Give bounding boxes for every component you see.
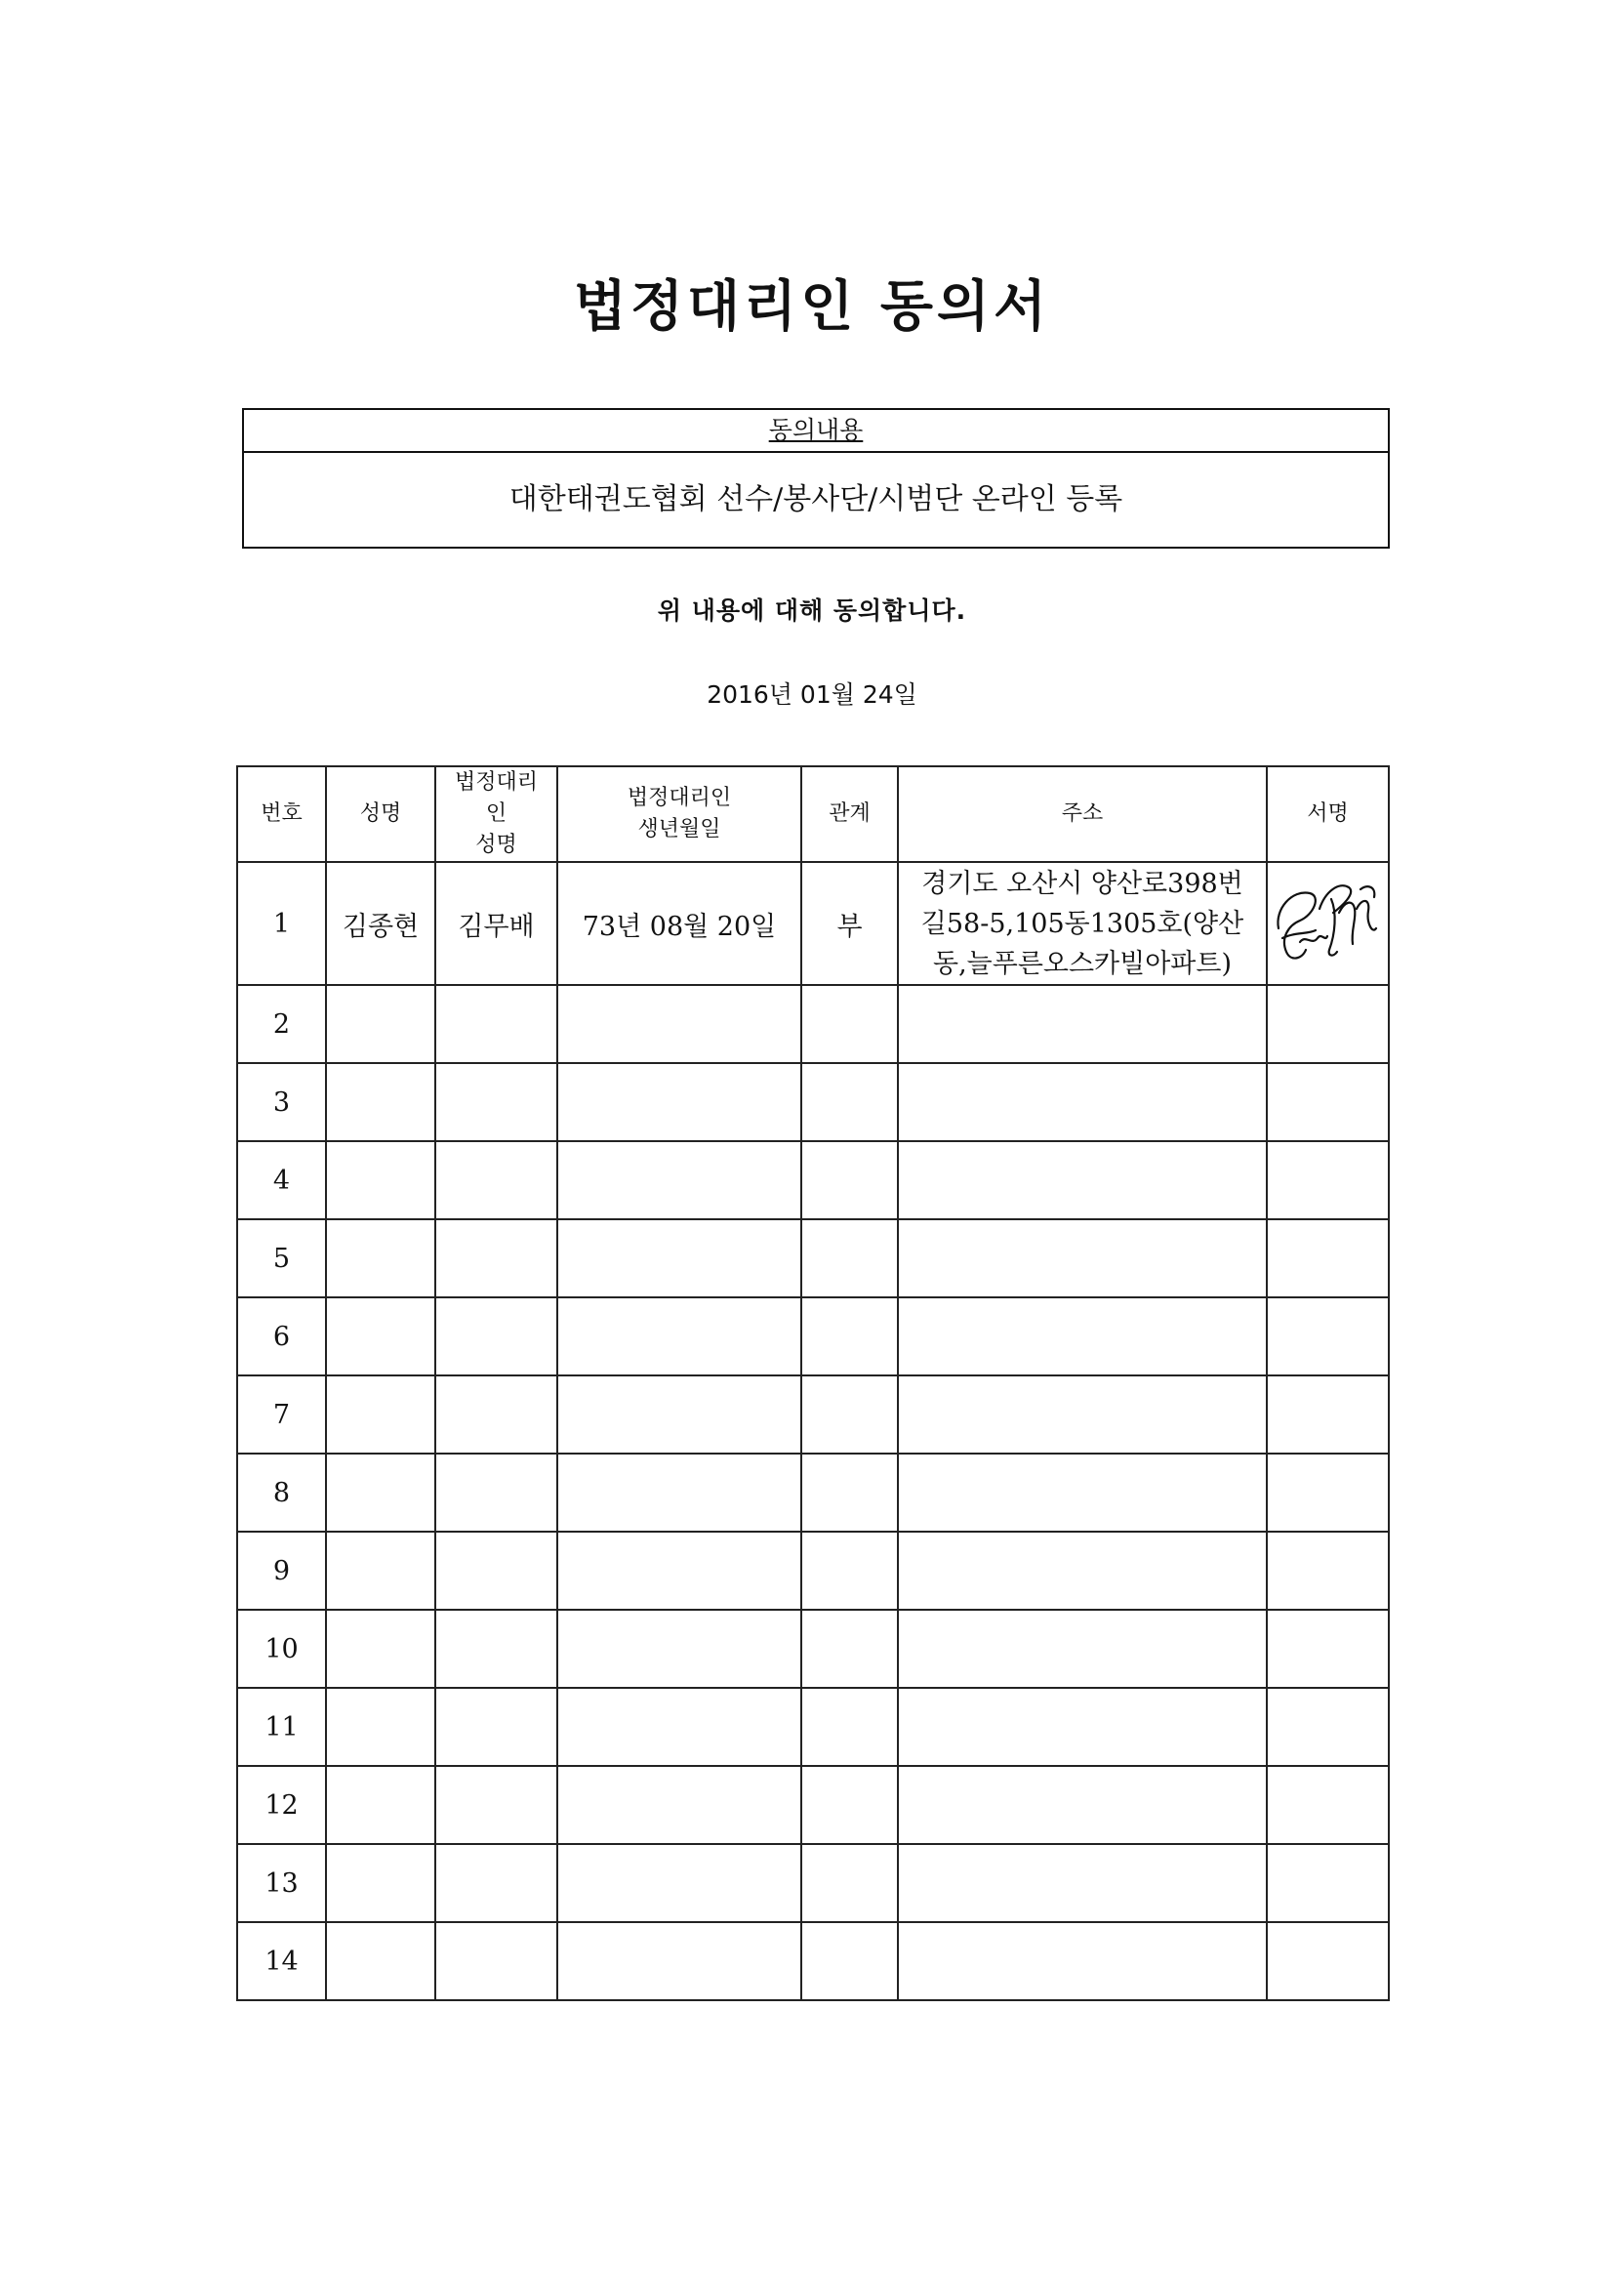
table-row — [237, 1532, 1389, 1610]
header-guardian-name — [435, 766, 557, 862]
cell-guardian-name — [435, 1532, 557, 1610]
table-header-row — [237, 766, 1389, 862]
cell-number: 11 — [237, 1688, 326, 1766]
cell-number: 6 — [237, 1297, 326, 1375]
header-signature: 서명 — [1267, 766, 1389, 862]
cell-relation — [801, 985, 898, 1063]
table-row — [237, 862, 1389, 985]
table-row — [237, 1766, 1389, 1844]
table-row — [237, 1610, 1389, 1688]
cell-address — [898, 1844, 1267, 1922]
cell-guardian-birth — [557, 1922, 801, 2000]
cell-signature — [1267, 1297, 1389, 1375]
cell-signature — [1267, 1844, 1389, 1922]
consent-date: 2016년 01월 24일 — [707, 680, 917, 709]
table-row — [237, 1219, 1389, 1297]
cell-address — [898, 1922, 1267, 2000]
cell-signature — [1267, 1922, 1389, 2000]
cell-signature — [1267, 862, 1389, 985]
cell-name — [326, 1454, 435, 1532]
cell-number: 7 — [237, 1375, 326, 1454]
table-row — [237, 1688, 1389, 1766]
cell-number: 14 — [237, 1922, 326, 2000]
cell-guardian-name — [435, 1141, 557, 1219]
cell-guardian-birth — [557, 1454, 801, 1532]
cell-signature — [1267, 985, 1389, 1063]
cell-relation — [801, 1532, 898, 1610]
cell-address — [898, 985, 1267, 1063]
cell-relation — [801, 1375, 898, 1454]
cell-number: 5 — [237, 1219, 326, 1297]
cell-relation — [801, 1297, 898, 1375]
cell-number: 3 — [237, 1063, 326, 1141]
consent-header — [244, 410, 1388, 453]
header-guardian-birth-line: 법정대리인 — [627, 786, 732, 810]
cell-signature — [1267, 1688, 1389, 1766]
cell-signature — [1267, 1375, 1389, 1454]
cell-name — [326, 1375, 435, 1454]
consent-box — [242, 408, 1390, 549]
cell-guardian-name — [435, 1688, 557, 1766]
cell-relation — [801, 1688, 898, 1766]
cell-name — [326, 985, 435, 1063]
cell-signature — [1267, 1532, 1389, 1610]
cell-name — [326, 1844, 435, 1922]
cell-address — [898, 1454, 1267, 1532]
cell-guardian-birth: 73년 08월 20일 — [557, 862, 801, 985]
cell-guardian-name — [435, 1844, 557, 1922]
cell-name: 김종현 — [326, 862, 435, 985]
cell-guardian-name — [435, 1219, 557, 1297]
cell-relation — [801, 1922, 898, 2000]
cell-relation — [801, 1063, 898, 1141]
cell-address — [898, 1610, 1267, 1688]
cell-address — [898, 1141, 1267, 1219]
header-guardian-birth-line: 생년월일 — [637, 817, 721, 841]
cell-relation — [801, 1141, 898, 1219]
cell-guardian-birth — [557, 1219, 801, 1297]
cell-signature — [1267, 1219, 1389, 1297]
header-name: 성명 — [326, 766, 435, 862]
cell-guardian-name — [435, 1922, 557, 2000]
cell-guardian-name — [435, 1297, 557, 1375]
cell-address — [898, 1766, 1267, 1844]
cell-guardian-birth — [557, 985, 801, 1063]
header-relation: 관계 — [801, 766, 898, 862]
cell-name — [326, 1297, 435, 1375]
cell-address — [898, 1532, 1267, 1610]
consent-body: 대한태권도협회 선수/봉사단/시범단 온라인 등록 — [508, 482, 1123, 516]
cell-signature — [1267, 1141, 1389, 1219]
cell-guardian-name — [435, 1610, 557, 1688]
cell-relation — [801, 1610, 898, 1688]
cell-name — [326, 1922, 435, 2000]
cell-name — [326, 1141, 435, 1219]
header-guardian-name-line: 성명 — [475, 833, 517, 857]
cell-address — [898, 1688, 1267, 1766]
cell-signature — [1267, 1063, 1389, 1141]
address-line: 동,늘푸른오스카빌아파트) — [932, 948, 1233, 979]
cell-guardian-birth — [557, 1532, 801, 1610]
cell-guardian-name — [435, 1375, 557, 1454]
header-guardian-birth — [557, 766, 801, 862]
header-number: 번호 — [237, 766, 326, 862]
table-row — [237, 1922, 1389, 2000]
cell-guardian-birth — [557, 1063, 801, 1141]
cell-guardian-birth — [557, 1375, 801, 1454]
cell-number: 13 — [237, 1844, 326, 1922]
address-line: 길58-5,105동1305호(양산 — [920, 908, 1244, 939]
cell-number: 8 — [237, 1454, 326, 1532]
cell-name — [326, 1219, 435, 1297]
cell-guardian-birth — [557, 1610, 801, 1688]
cell-relation — [801, 1844, 898, 1922]
cell-guardian-birth — [557, 1844, 801, 1922]
cell-relation: 부 — [801, 862, 898, 985]
cell-relation — [801, 1219, 898, 1297]
cell-number: 2 — [237, 985, 326, 1063]
cell-guardian-birth — [557, 1688, 801, 1766]
cell-guardian-birth — [557, 1297, 801, 1375]
cell-name — [326, 1532, 435, 1610]
cell-address — [898, 862, 1267, 985]
table-row — [237, 985, 1389, 1063]
cell-number: 12 — [237, 1766, 326, 1844]
header-guardian-name-line: 인 — [485, 801, 508, 826]
cell-name — [326, 1688, 435, 1766]
table-row — [237, 1844, 1389, 1922]
cell-relation — [801, 1766, 898, 1844]
cell-signature — [1267, 1610, 1389, 1688]
document-title: 법정대리인 동의서 — [573, 275, 1051, 339]
cell-guardian-birth — [557, 1766, 801, 1844]
cell-address — [898, 1297, 1267, 1375]
agreement-statement: 위 내용에 대해 동의합니다. — [657, 596, 967, 625]
consent-header-label: 동의내용 — [768, 416, 864, 444]
cell-name — [326, 1610, 435, 1688]
cell-guardian-name: 김무배 — [435, 862, 557, 985]
cell-name — [326, 1766, 435, 1844]
cell-number: 10 — [237, 1610, 326, 1688]
table-row — [237, 1375, 1389, 1454]
table-row — [237, 1297, 1389, 1375]
table-row — [237, 1454, 1389, 1532]
cell-address — [898, 1219, 1267, 1297]
header-address: 주소 — [898, 766, 1267, 862]
guardian-table — [236, 765, 1390, 2001]
handwritten-signature-icon — [1271, 870, 1386, 977]
cell-number: 4 — [237, 1141, 326, 1219]
cell-guardian-name — [435, 1766, 557, 1844]
table-row — [237, 1063, 1389, 1141]
cell-address — [898, 1375, 1267, 1454]
cell-guardian-name — [435, 985, 557, 1063]
table-row — [237, 1141, 1389, 1219]
header-guardian-name-line: 법정대리 — [454, 770, 538, 795]
cell-name — [326, 1063, 435, 1141]
cell-signature — [1267, 1454, 1389, 1532]
cell-number: 9 — [237, 1532, 326, 1610]
cell-signature — [1267, 1766, 1389, 1844]
cell-number: 1 — [237, 862, 326, 985]
cell-guardian-birth — [557, 1141, 801, 1219]
cell-relation — [801, 1454, 898, 1532]
address-line: 경기도 오산시 양산로398번 — [921, 868, 1243, 899]
cell-guardian-name — [435, 1063, 557, 1141]
cell-address — [898, 1063, 1267, 1141]
cell-guardian-name — [435, 1454, 557, 1532]
